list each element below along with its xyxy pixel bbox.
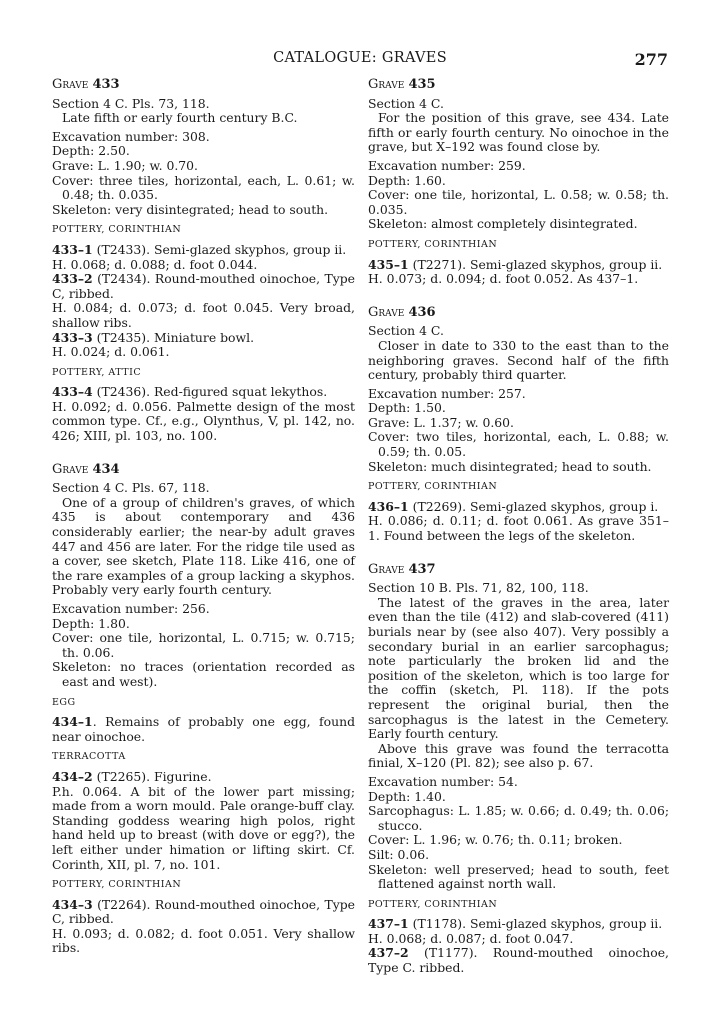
running-head — [52, 50, 668, 70]
skeleton: Skeleton: much disintegrated; head to south. — [368, 458, 652, 474]
left-column — [52, 78, 355, 956]
item-dimensions: H. 0.073; d. 0.094; d. foot 0.052. As 437–1. — [368, 271, 639, 287]
excavation-number: Excavation number: 257. — [368, 385, 526, 401]
catalogue-item: 434–2 (T2265). Figurine. — [52, 768, 212, 784]
catalogue-item: 433–1 (T2433). Semi-glazed skyphos, group ii. — [52, 241, 347, 257]
cover: Cover: three tiles, horizontal, each, L. 0.61; w. 0.48; th. 0.035. — [52, 172, 355, 203]
cover: Cover: one tile, horizontal, L. 0.58; w. 0.58; th. 0.035. — [368, 187, 669, 217]
excavation-number: Excavation number: 308. — [52, 128, 210, 144]
cover: Cover: two tiles, horizontal, each, L. 0.88; w. 0.59; th. 0.05. — [368, 429, 669, 460]
catalogue-item: 435–1 (T2271). Semi-glazed skyphos, group ii. — [368, 256, 663, 272]
depth: Depth: 1.40. — [368, 788, 446, 804]
running-title: CATALOGUE: GRAVES — [273, 50, 447, 66]
catalogue-item: 436–1 (T2269). Semi-glazed skyphos, group i. — [368, 498, 659, 514]
subheading-pottery-corinthian: POTTERY, CORINTHIAN — [368, 898, 498, 910]
catalogue-item: 433–4 (T2436). Red-figured squat lekythos. — [52, 384, 328, 400]
cover: Cover: one tile, horizontal, L. 0.715; w. 0.715; th. 0.06. — [52, 630, 355, 660]
catalogue-item: 434–1. Remains of probably one egg, found near oinochoe. — [52, 714, 355, 744]
item-dimensions: H. 0.084; d. 0.073; d. foot 0.045. Very broad, shallow ribs. — [52, 300, 355, 330]
grave-heading-435: Grave 435 — [368, 77, 436, 92]
grave-description: One of a group of children's graves, of which 435 is about contemporary and 436 considerably earlier; the near-by adult graves 447 and 456 are later. For the ridge tile used as a cover, see sketch, Plate 118. Like 416, one of the rare examples of a group lacking a skyphos. Probably very early fourth century. — [52, 494, 355, 598]
grave-section: Section 4 C. Pls. 73, 118. — [52, 95, 210, 111]
item-dimensions: H. 0.068; d. 0.087; d. foot 0.047. — [368, 930, 574, 946]
skeleton: Skeleton: well preserved; head to south, feet flattened against north wall. — [368, 861, 669, 892]
catalogue-item: 434–3 (T2264). Round-mouthed oinochoe, Type C, ribbed. — [52, 896, 355, 927]
item-dimensions: H. 0.086; d. 0.11; d. foot 0.061. As grave 351–1. Found between the legs of the skeleton. — [368, 513, 669, 544]
grave-description: Closer in date to 330 to the east than to the neighboring graves. Second half of the fifth century, probably third quarter. — [368, 337, 669, 383]
item-dimensions: H. 0.068; d. 0.088; d. foot 0.044. — [52, 256, 258, 272]
grave-section: Section 4 C. — [368, 323, 444, 339]
right-column — [368, 78, 669, 976]
grave-dimensions: Grave: L. 1.37; w. 0.60. — [368, 414, 515, 430]
item-description: H. 0.092; d. 0.056. Palmette design of the most common type. Cf., e.g., Olynthus, V, pl. 142, no. 426; XIII, pl. 103, no. 100. — [52, 398, 355, 444]
skeleton: Skeleton: very disintegrated; head to south. — [52, 201, 329, 217]
catalogue-item: 437–1 (T1178). Semi-glazed skyphos, group ii. — [368, 916, 663, 932]
subheading-pottery-corinthian: POTTERY, CORINTHIAN — [52, 224, 182, 236]
page-number: 277 — [634, 50, 668, 69]
cover: Cover: L. 1.96; w. 0.76; th. 0.11; broken. — [368, 832, 623, 848]
excavation-number: Excavation number: 259. — [368, 157, 526, 173]
depth: Depth: 2.50. — [52, 143, 130, 159]
skeleton: Skeleton: almost completely disintegrated. — [368, 216, 638, 232]
grave-section: Section 10 B. Pls. 71, 82, 100, 118. — [368, 580, 589, 596]
subheading-pottery-attic: POTTERY, ATTIC — [52, 366, 142, 378]
subheading-pottery-corinthian: POTTERY, CORINTHIAN — [368, 238, 498, 250]
grave-section: Section 4 C. — [368, 95, 444, 111]
item-dimensions: H. 0.093; d. 0.082; d. foot 0.051. Very shallow ribs. — [52, 925, 355, 956]
catalogue-item: 437–2 (T1177). Round-mouthed oinochoe, Type C. ribbed. — [368, 945, 669, 976]
grave-heading-437: Grave 437 — [368, 561, 436, 577]
grave-heading-434: Grave 434 — [52, 461, 120, 477]
subheading-pottery-corinthian: POTTERY, CORINTHIAN — [368, 481, 498, 493]
catalogue-item: 433–2 (T2434). Round-mouthed oinochoe, Type C, ribbed. — [52, 271, 355, 301]
grave-description: The latest of the graves in the area, later even than the tile (412) and slab-covered (411) burials near by (see also 407). Very possibly a secondary burial in an earlier sarcophagus; note particularly the broken lid and the position of the skeleton, which is too large for the coffin (sketch, Pl. 118). If the pots represent the original burial, then the sarcophagus is the latest in the Cemetery. Early fourth century. — [368, 594, 669, 742]
grave-description: For the position of this grave, see 434. Late fifth or early fourth century. No oinochoe in the grave, but X–192 was found close by. — [368, 110, 669, 155]
grave-heading-436: Grave 436 — [368, 304, 436, 320]
item-dimensions: H. 0.024; d. 0.061. — [52, 344, 170, 360]
depth: Depth: 1.60. — [368, 172, 446, 188]
item-description: P.h. 0.064. A bit of the lower part missing; made from a worn mould. Pale orange-buff clay. Standing goddess wearing high polos, right hand held up to breast (with dove or egg?), the left either under himation or lifting skirt. Cf. Corinth, XII, pl. 7, no. 101. — [52, 783, 355, 872]
catalogue-item: 433–3 (T2435). Miniature bowl. — [52, 329, 255, 345]
sarcophagus: Sarcophagus: L. 1.85; w. 0.66; d. 0.49; th. 0.06; stucco. — [368, 803, 669, 833]
excavation-number: Excavation number: 54. — [368, 773, 518, 789]
excavation-number: Excavation number: 256. — [52, 601, 210, 616]
subheading-pottery-corinthian: POTTERY, CORINTHIAN — [52, 879, 182, 891]
subheading-egg: EGG — [52, 696, 76, 708]
silt: Silt: 0.06. — [368, 846, 430, 862]
depth: Depth: 1.50. — [368, 400, 446, 416]
grave-description-note: Above this grave was found the terracotta finial, X–120 (Pl. 82); see also p. 67. — [368, 740, 669, 771]
grave-heading-433: Grave 433 — [52, 77, 120, 92]
depth: Depth: 1.80. — [52, 615, 130, 631]
skeleton: Skeleton: no traces (orientation recorded as east and west). — [52, 659, 355, 689]
grave-dimensions: Grave: L. 1.90; w. 0.70. — [52, 157, 199, 173]
grave-date: Late fifth or early fourth century B.C. — [62, 110, 298, 126]
grave-section: Section 4 C. Pls. 67, 118. — [52, 480, 210, 496]
subheading-terracotta: TERRACOTTA — [52, 751, 126, 763]
